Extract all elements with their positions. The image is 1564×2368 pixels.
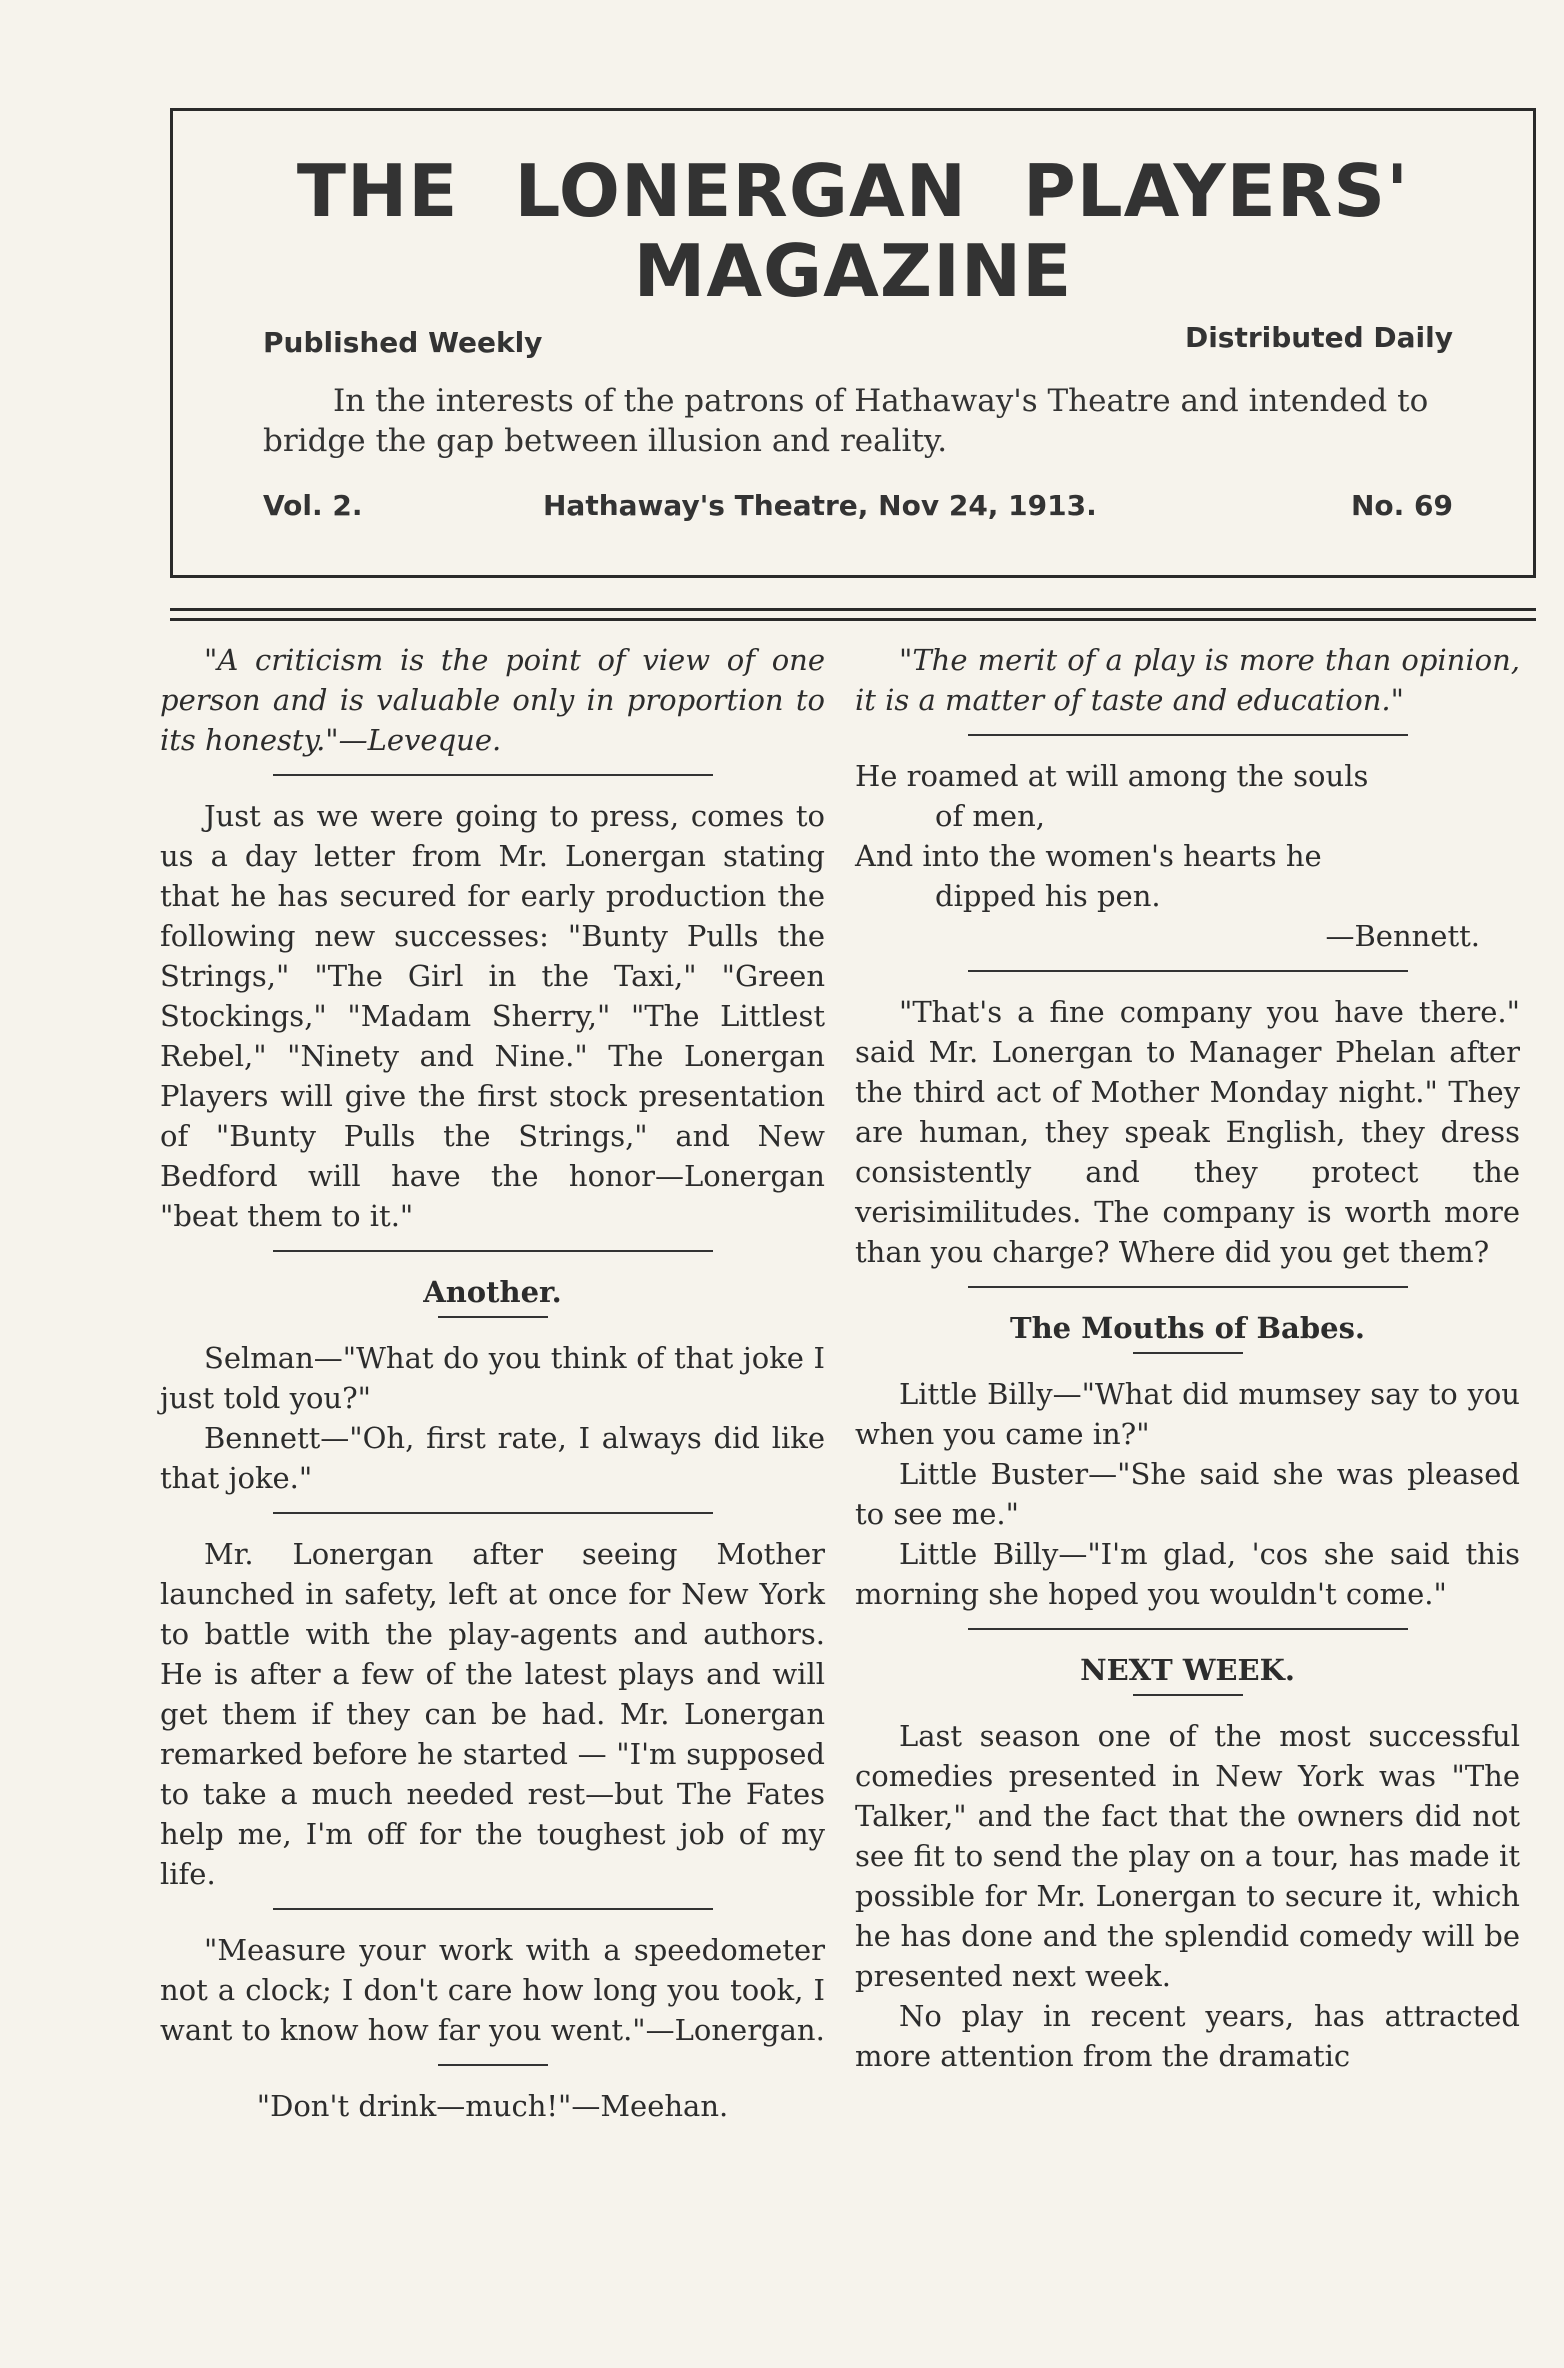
- verse-line-3: And into the women's hearts he: [855, 839, 1322, 873]
- divider: [968, 734, 1408, 736]
- merit-quote: "The merit of a play is more than opinion, it is a matter of taste and education.": [855, 643, 1520, 717]
- babes-dialogue-3: Little Billy—"I'm glad, 'cos she said this morning she hoped you wouldn't come.": [855, 1537, 1520, 1611]
- verse-line-1: He roamed at will among the souls: [855, 759, 1369, 793]
- heading-underline: [438, 1316, 548, 1318]
- babes-dialogue-2: Little Buster—"She said she was pleased to see me.": [855, 1457, 1520, 1531]
- babes-dialogue-1: Little Billy—"What did mumsey say to you when you came in?": [855, 1377, 1520, 1451]
- meehan-quote: "Don't drink—much!"—Meehan.: [256, 2089, 729, 2123]
- another-dialogue-1: Selman—"What do you think of that joke I just told you?": [160, 1341, 825, 1415]
- company-paragraph: "That's a fine company you have there." said Mr. Lonergan to Manager Phelan after the third act of Mother Monday night." They are human, they speak English, they dress consistently and they protect the verisimilitudes. The company is worth more than you charge? Where did you get them?: [855, 995, 1520, 1269]
- heading-underline: [1133, 1352, 1243, 1354]
- masthead: [170, 108, 1536, 578]
- another-heading: Another.: [423, 1275, 562, 1309]
- babes-heading: The Mouths of Babes.: [1009, 1311, 1365, 1345]
- magazine-title: [173, 151, 1533, 311]
- verse-line-2: of men,: [935, 799, 1045, 833]
- next-week-heading: NEXT WEEK.: [1080, 1653, 1295, 1687]
- right-column: [855, 640, 1520, 2076]
- next-week-paragraph-2: No play in recent years, has attracted more attention from the dramatic: [855, 1999, 1520, 2073]
- left-column: [160, 640, 825, 2126]
- leveque-quote: "A criticism is the point of view of one person and is valuable only in proportion to its honesty."—Leveque.: [160, 643, 825, 757]
- divider: [273, 1250, 713, 1252]
- issue-number: No. 69: [1350, 489, 1453, 522]
- divider-short: [438, 2064, 548, 2066]
- another-dialogue-2: Bennett—"Oh, first rate, I always did like that joke.": [160, 1421, 825, 1495]
- header-rule-top: [170, 608, 1536, 611]
- divider: [968, 1286, 1408, 1288]
- divider: [273, 1908, 713, 1910]
- title-line-1: THE LONERGAN PLAYERS': [296, 149, 1410, 233]
- divider: [968, 970, 1408, 972]
- next-week-paragraph-1: Last season one of the most successful comedies presented in New York was "The Talker," and the fact that the owners did not see fit to send the play on a tour, has made it possible for Mr. Lonergan to secure it, which he has done and the splendid comedy will be presented next week.: [855, 1719, 1520, 1993]
- divider: [968, 1628, 1408, 1630]
- divider: [273, 1512, 713, 1514]
- verse-signature: —Bennett.: [1325, 919, 1480, 953]
- masthead-description: In the interests of the patrons of Hathaway's Theatre and intended to bridge the gap between illusion and reality.: [263, 383, 1429, 459]
- issue-line: [263, 489, 1453, 529]
- heading-underline: [1133, 1694, 1243, 1696]
- published-weekly: Published Weekly: [263, 326, 543, 359]
- news-paragraph: Just as we were going to press, comes to us a day letter from Mr. Lonergan stating that he has secured for early production the following new successes: "Bunty Pulls the Strings," "The Girl in the Taxi," "Green Stockings," "Madam Sherry," "The Littlest Rebel," "Ninety and Nine." The Lonergan Players will give the first stock presentation of "Bunty Pulls the Strings," and New Bedford will have the honor—Lonergan "beat them to it.": [160, 799, 825, 1233]
- measure-quote: "Measure your work with a speedometer not a clock; I don't care how long you took, I want to know how far you went."—Lonergan.: [160, 1933, 825, 2047]
- title-line-2: MAGAZINE: [633, 229, 1073, 313]
- distributed-daily: Distributed Daily: [1184, 321, 1453, 354]
- bennett-verse: [855, 756, 1520, 956]
- verse-line-4: dipped his pen.: [935, 879, 1161, 913]
- header-rule-bottom: [170, 618, 1536, 621]
- volume-number: Vol. 2.: [263, 489, 363, 522]
- dateline: Hathaway's Theatre, Nov 24, 1913.: [543, 489, 1097, 522]
- divider: [273, 774, 713, 776]
- lonergan-trip-paragraph: Mr. Lonergan after seeing Mother launched in safety, left at once for New York to battle with the play-agents and authors. He is after a few of the latest plays and will get them if they can be had. Mr. Lonergan remarked before he started — "I'm supposed to take a much needed rest—but The Fates help me, I'm off for the toughest job of my life.: [160, 1537, 825, 1891]
